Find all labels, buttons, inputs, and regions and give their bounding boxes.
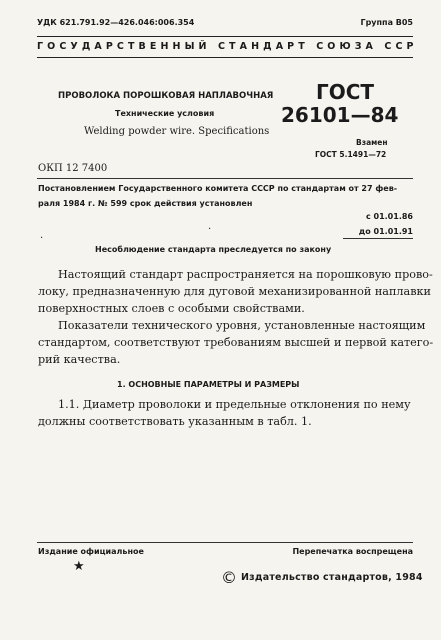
- paragraph-3-line: должны соответствовать указанным в табл. 1.: [38, 415, 312, 428]
- copyright-icon: ©: [221, 568, 237, 587]
- gost-label: ГОСТ: [316, 80, 375, 104]
- replaces-label: Взамен: [356, 138, 388, 147]
- okp-rule: [37, 178, 413, 179]
- section-heading: 1. ОСНОВНЫЕ ПАРАМЕТРЫ И РАЗМЕРЫ: [117, 380, 300, 389]
- footer-rule: [37, 542, 413, 543]
- document-subtitle: Технические условия: [115, 109, 215, 118]
- print-dot: .: [40, 230, 44, 241]
- valid-to-underline: [343, 238, 413, 239]
- star-icon: ★: [73, 559, 85, 574]
- gost-number: 26101—84: [281, 103, 399, 127]
- official-edition-label: Издание официальное: [38, 547, 144, 556]
- english-title: Welding powder wire. Specifications: [84, 126, 270, 137]
- group-code: Группа В05: [360, 18, 413, 27]
- paragraph-3-line: 1.1. Диаметр проволоки и предельные отклонения по нему: [58, 398, 411, 411]
- paragraph-2-line: Показатели технического уровня, установленные настоящим: [58, 319, 426, 332]
- header-rule-bottom: [37, 57, 413, 58]
- okp-code: ОКП 12 7400: [38, 163, 108, 174]
- udc-code: УДК 621.791.92—426.046:006.354: [37, 18, 195, 27]
- decree-line-1: Постановлением Государственного комитета СССР по стандартам от 27 фев-: [38, 184, 398, 193]
- state-standard-banner: ГОСУДАРСТВЕННЫЙ СТАНДАРТ СОЮЗА ССР: [37, 41, 418, 52]
- paragraph-1-line: локу, предназначенную для дуговой механизированной наплавки: [38, 285, 431, 298]
- legal-notice: Несоблюдение стандарта преследуется по закону: [95, 245, 332, 254]
- paragraph-2-line: стандартом, соответствуют требованиям высшей и первой катего-: [38, 336, 434, 349]
- header-rule-top: [37, 36, 413, 37]
- valid-to-date: до 01.01.91: [358, 227, 413, 236]
- reprint-prohibited-label: Перепечатка воспрещена: [292, 547, 413, 556]
- replaces-value: ГОСТ 5.1491—72: [315, 150, 387, 159]
- document-title: ПРОВОЛОКА ПОРОШКОВАЯ НАПЛАВОЧНАЯ: [58, 91, 274, 101]
- decree-line-2: раля 1984 г. № 599 срок действия установлен: [38, 199, 253, 208]
- paragraph-1-line: Настоящий стандарт распространяется на порошковую прово-: [58, 268, 433, 281]
- print-dot: .: [208, 221, 212, 232]
- paragraph-1-line: поверхностных слоев с особыми свойствами.: [38, 302, 305, 315]
- publisher-copyright: Издательство стандартов, 1984: [241, 572, 423, 583]
- paragraph-2-line: рий качества.: [38, 353, 121, 366]
- valid-from-date: с 01.01.86: [365, 212, 413, 221]
